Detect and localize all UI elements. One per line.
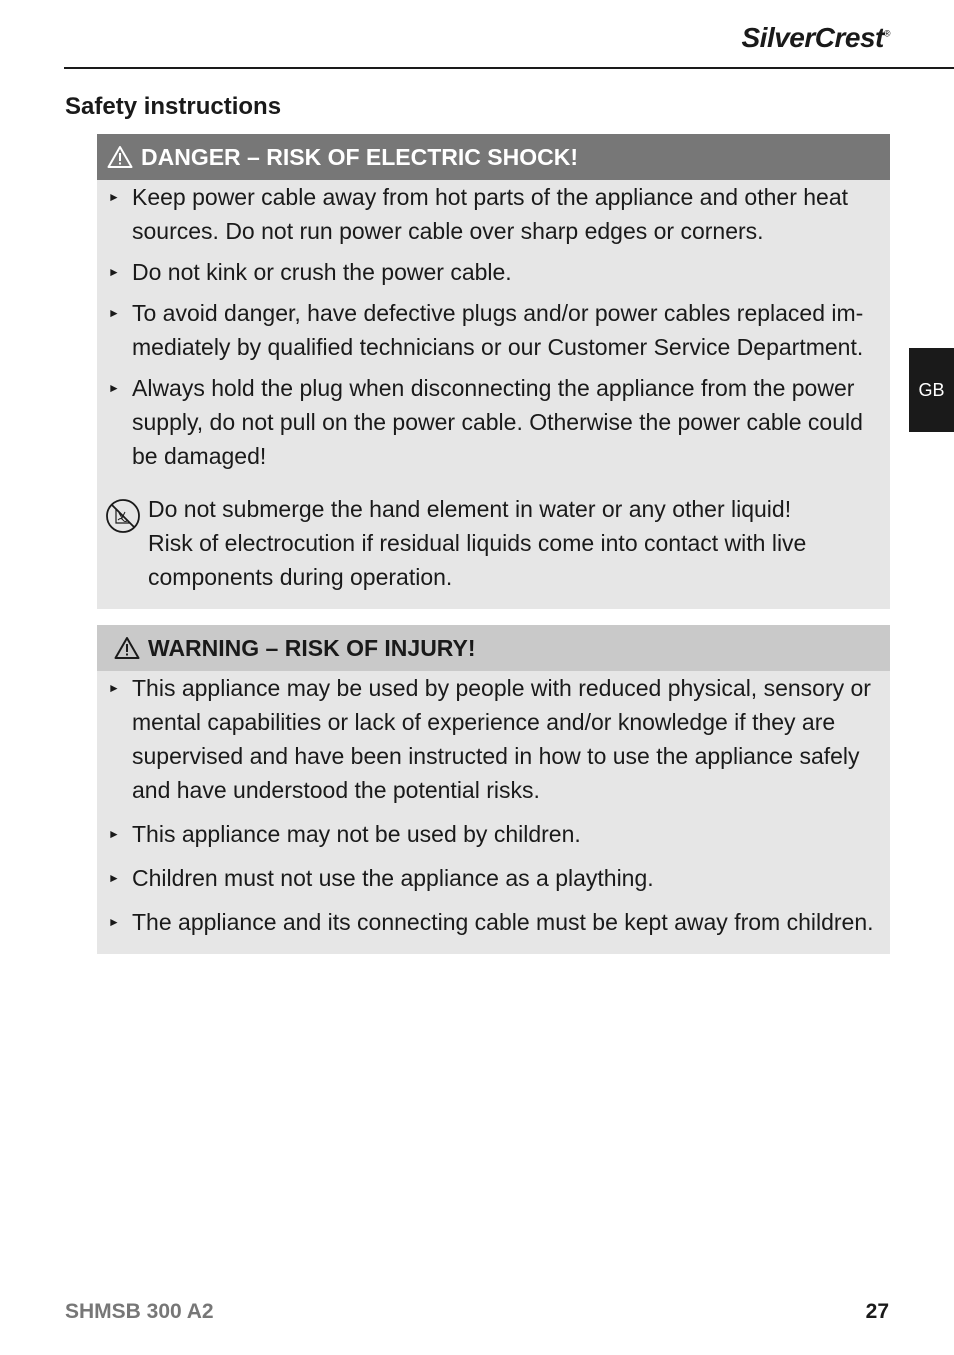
language-tab: GB <box>909 348 954 432</box>
warning-triangle-icon <box>114 636 140 660</box>
list-item-text: Always hold the plug when disconnecting the appliance from the power supply, do not pull on the power cable. Otherwise the power cable could be damaged! <box>132 375 863 469</box>
list-item-text: This appliance may not be used by children. <box>132 821 581 847</box>
footer-model: SHMSB 300 A2 <box>65 1300 214 1323</box>
danger-header <box>97 134 890 180</box>
list-item-text: This appliance may be used by people with reduced physical, sensory or mental capabilities or lack of experience and/or knowledge if they are supervised and have been instructed in how to use the appliance safely and have understood the potential risks. <box>132 675 871 803</box>
bullet-arrow-icon: ► <box>108 915 120 929</box>
brand-logo <box>741 22 890 54</box>
list-item-text: Children must not use the appliance as a plaything. <box>132 865 654 891</box>
list-item-text: Do not kink or crush the power cable. <box>132 259 512 285</box>
page-title: Safety instructions <box>65 93 282 120</box>
note-line: Do not submerge the hand element in water or any other liquid! <box>148 496 792 522</box>
list-item-text: The appliance and its connecting cable must be kept away from children. <box>132 909 874 935</box>
bullet-arrow-icon: ► <box>108 265 120 279</box>
list-item <box>97 296 890 364</box>
list-item <box>97 861 890 895</box>
warning-title: WARNING – RISK OF INJURY! <box>148 634 476 661</box>
danger-title: DANGER – RISK OF ELECTRIC SHOCK! <box>141 143 579 170</box>
list-item-text: Keep power cable away from hot parts of the appliance and other heat sources. Do not run power cable over sharp edges or corners. <box>132 184 849 244</box>
header-divider <box>64 67 954 69</box>
bullet-arrow-icon: ► <box>108 190 120 204</box>
list-item <box>97 255 890 289</box>
list-item <box>97 817 890 851</box>
submerge-note <box>97 492 890 594</box>
warning-box <box>97 625 890 954</box>
warning-triangle-icon <box>107 145 133 169</box>
note-line: Risk of electrocution if residual liquids come into contact with live components during operation. <box>148 530 807 590</box>
brand-name: SilverCrest <box>741 22 884 53</box>
bullet-arrow-icon: ► <box>108 871 120 885</box>
bullet-arrow-icon: ► <box>108 681 120 695</box>
registered-mark: ® <box>883 28 890 39</box>
warning-header <box>97 625 890 671</box>
no-submerge-icon <box>105 498 141 534</box>
list-item <box>97 371 890 473</box>
page-number: 27 <box>865 1300 889 1323</box>
list-item-text: To avoid danger, have defective plugs and/or power cables replaced im-mediately by qualified technicians or our Customer Service Department. <box>132 300 864 360</box>
bullet-arrow-icon: ► <box>108 381 120 395</box>
list-item <box>97 671 890 807</box>
list-item <box>97 180 890 248</box>
warning-list <box>97 671 890 939</box>
list-item <box>97 905 890 939</box>
bullet-arrow-icon: ► <box>108 827 120 841</box>
bullet-arrow-icon: ► <box>108 306 120 320</box>
danger-list <box>97 180 890 473</box>
danger-box <box>97 134 890 609</box>
